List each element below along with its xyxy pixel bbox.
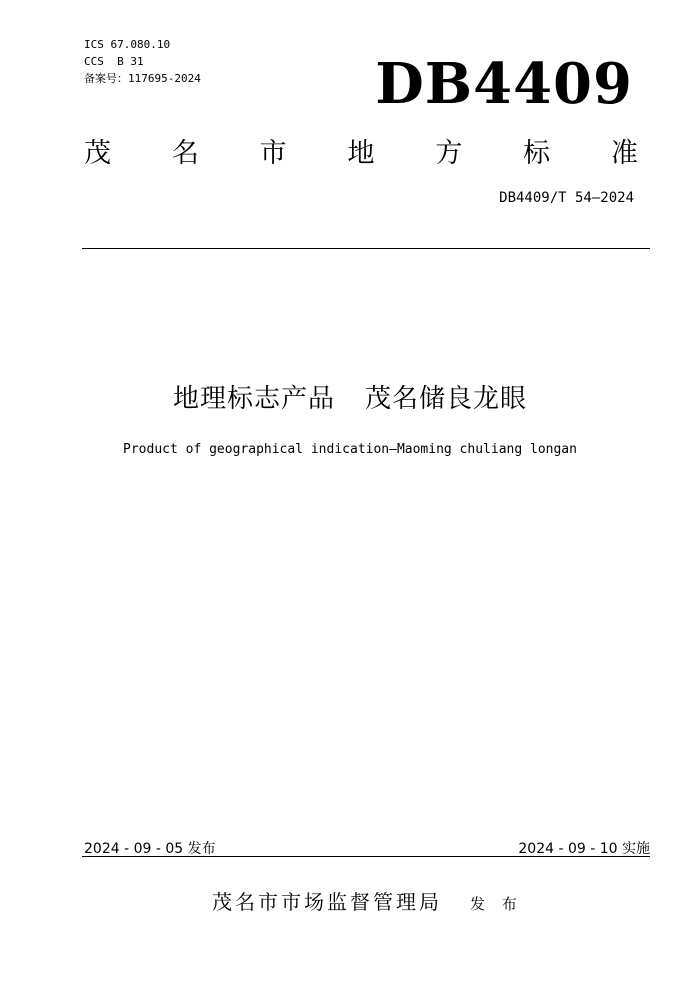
issue-label: 发 布 (470, 895, 523, 913)
document-title-en: Product of geographical indication—Maoming chuliang longan (123, 442, 577, 457)
standard-type-char: 地 (347, 138, 375, 169)
standard-type-char: 标 (523, 138, 551, 169)
standard-code-large: DB4409 (375, 51, 633, 117)
publish-date: 2024 - 09 - 05 发布 (84, 841, 216, 857)
header-divider (82, 248, 650, 249)
standard-type-char: 名 (171, 138, 199, 169)
standard-type-char: 方 (435, 138, 463, 169)
standard-number: DB4409/T 54—2024 (499, 190, 634, 206)
footer-divider (82, 856, 650, 857)
standard-type-char: 茂 (84, 138, 111, 169)
document-metadata (84, 36, 201, 87)
title-category: 地理标志产品 (172, 384, 335, 414)
standard-type-char: 准 (610, 138, 638, 169)
issuing-authority: 茂名市市场监督管理局 (212, 890, 442, 914)
record-number: 备案号：117695-2024 (84, 72, 201, 85)
document-title-cn (0, 378, 700, 415)
date-row (84, 838, 650, 858)
ccs-code: CCS B 31 (84, 55, 144, 68)
standard-type-heading (84, 136, 638, 172)
implement-date: 2024 - 09 - 10 实施 (518, 841, 650, 857)
ics-code: ICS 67.080.10 (84, 38, 171, 51)
title-product: 茂名储良龙眼 (365, 384, 528, 414)
issuer-row (212, 886, 523, 915)
standard-type-char: 市 (259, 138, 287, 169)
